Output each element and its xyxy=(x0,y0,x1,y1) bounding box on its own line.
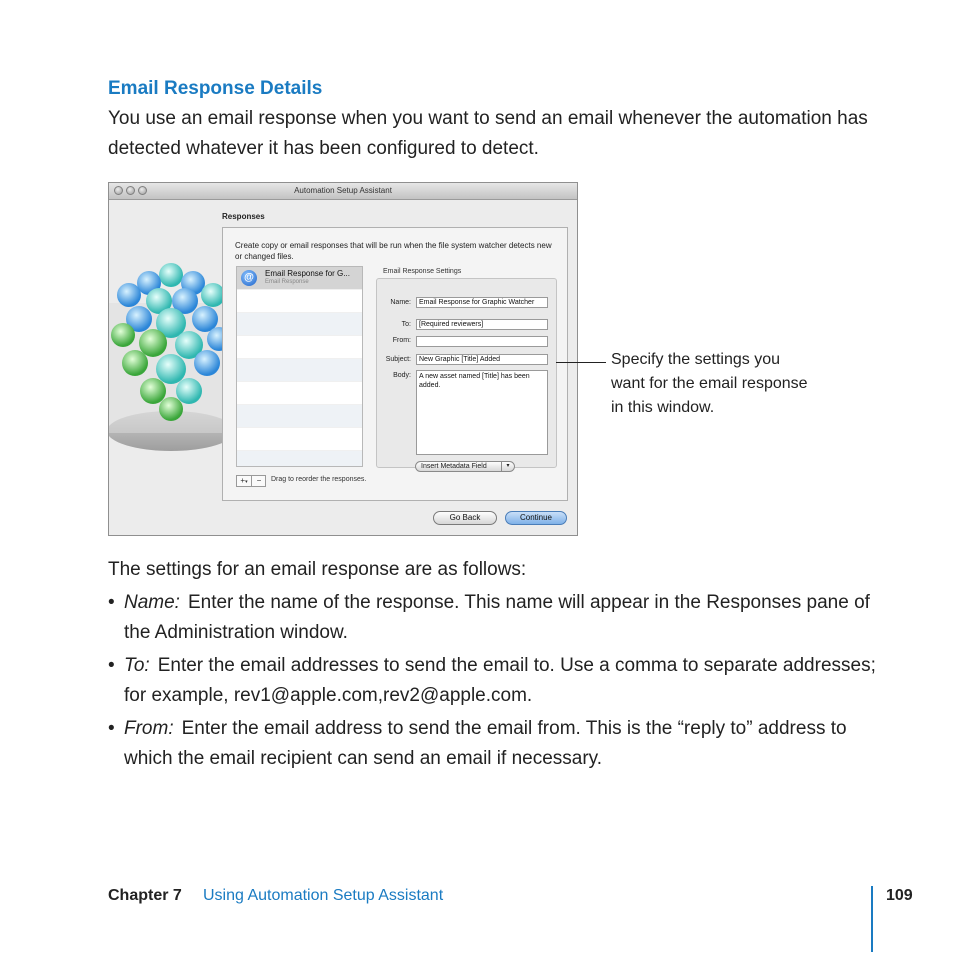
drag-hint: Drag to reorder the responses. xyxy=(271,476,367,483)
at-sign-icon: @ xyxy=(241,270,257,286)
page-number: 109 xyxy=(886,887,913,904)
section-heading: Email Response Details xyxy=(108,78,323,99)
from-field[interactable] xyxy=(416,336,548,347)
add-response-button[interactable]: +▾ xyxy=(237,476,252,486)
responses-section-label: Responses xyxy=(222,212,265,221)
add-menu-arrow-icon: ▾ xyxy=(245,479,248,485)
bullet-icon: • xyxy=(108,655,115,676)
insert-metadata-label: Insert Metadata Field xyxy=(421,463,487,470)
chevron-down-icon: ▾ xyxy=(501,462,514,471)
settings-lead: The settings for an email response are as follows: xyxy=(108,559,527,580)
bullet-term: From: xyxy=(124,718,174,739)
close-window-button[interactable] xyxy=(114,186,123,195)
bullet-term: Name: xyxy=(124,592,180,613)
bullet-text: Enter the email addresses to send the email to. Use a comma to separate addresses; for example, rev1@apple.com,rev2@apple.com. xyxy=(124,655,876,706)
bullet-item-to xyxy=(108,651,878,711)
responses-description: Create copy or email responses that will be run when the file system watcher detects new or changed files. xyxy=(235,241,552,261)
intro-paragraph: You use an email response when you want to send an email whenever the automation has detected whatever it has been configured to detect. xyxy=(108,108,868,159)
subject-label: Subject: xyxy=(385,356,411,363)
name-label: Name: xyxy=(390,299,411,306)
body-field[interactable]: A new asset named [Title] has been added. xyxy=(416,370,548,455)
glass-spheres-graphic xyxy=(109,263,239,453)
email-settings-box xyxy=(376,278,557,468)
name-field[interactable]: Email Response for Graphic Watcher xyxy=(416,297,548,308)
list-row-empty xyxy=(237,405,362,428)
zoom-window-button[interactable] xyxy=(138,186,147,195)
minimize-window-button[interactable] xyxy=(126,186,135,195)
bullet-item-from xyxy=(108,714,878,774)
automation-setup-window xyxy=(108,182,578,536)
settings-group-title: Email Response Settings xyxy=(383,268,462,275)
remove-response-button[interactable]: − xyxy=(256,476,262,485)
window-titlebar xyxy=(109,183,577,200)
list-row-empty xyxy=(237,336,362,359)
bullet-item-name xyxy=(108,588,878,648)
list-row-empty xyxy=(237,382,362,405)
list-item-subtitle: Email Response xyxy=(265,279,309,285)
bullet-text: Enter the email address to send the email from. This is the “reply to” address to which the email recipient can send an email if necessary. xyxy=(124,718,847,769)
list-row-empty xyxy=(237,359,362,382)
from-label: From: xyxy=(392,337,411,344)
to-field[interactable]: [Required reviewers] xyxy=(416,319,548,330)
callout-line xyxy=(556,362,606,363)
to-label: To: xyxy=(401,321,411,328)
list-row-empty xyxy=(237,313,362,336)
list-row-empty xyxy=(237,428,362,451)
callout-text: Specify the settings you want for the email response in this window. xyxy=(611,351,808,416)
insert-metadata-field-popup[interactable] xyxy=(415,461,515,472)
list-item-title: Email Response for G... xyxy=(265,269,350,278)
list-row-empty xyxy=(237,451,362,467)
bullet-text: Enter the name of the response. This name will appear in the Responses pane of the Administration window. xyxy=(124,592,870,643)
continue-button[interactable]: Continue xyxy=(505,511,567,525)
footer-divider xyxy=(871,886,873,952)
list-buttons xyxy=(236,475,266,487)
list-row-empty xyxy=(237,290,362,313)
window-title: Automation Setup Assistant xyxy=(294,186,392,195)
subject-field[interactable]: New Graphic [Title] Added xyxy=(416,354,548,365)
footer-chapter-title: Using Automation Setup Assistant xyxy=(203,887,444,904)
go-back-button[interactable]: Go Back xyxy=(433,511,497,525)
bullet-icon: • xyxy=(108,718,115,739)
bullet-icon: • xyxy=(108,592,115,613)
bullet-term: To: xyxy=(124,655,150,676)
responses-list[interactable] xyxy=(236,266,363,467)
list-item[interactable] xyxy=(237,267,362,290)
body-label: Body: xyxy=(393,372,411,379)
footer-chapter: Chapter 7 xyxy=(108,887,182,904)
responses-panel xyxy=(222,227,568,501)
